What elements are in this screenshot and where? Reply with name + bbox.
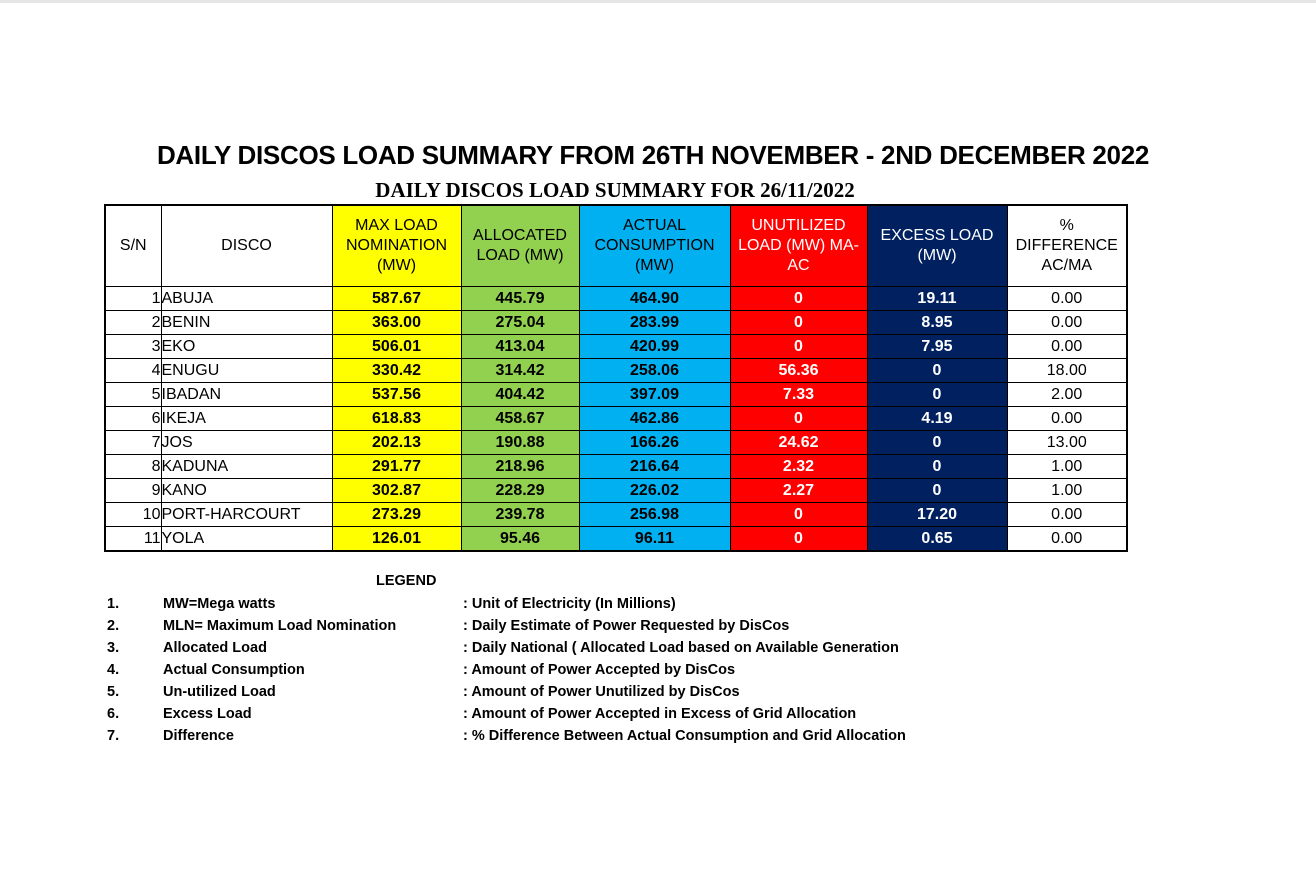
- table-row: [105, 431, 1127, 455]
- page-title: DAILY DISCOS LOAD SUMMARY FROM 26TH NOVEMBER - 2ND DECEMBER 2022: [156, 140, 1150, 170]
- cell-excess-load: 0: [867, 479, 1007, 503]
- cell-disco: IKEJA: [161, 407, 332, 431]
- cell-unutilized-load: 0: [730, 503, 867, 527]
- table-row: [105, 407, 1127, 431]
- legend-item-definition: : Amount of Power Unutilized by DisCos: [463, 684, 740, 700]
- cell-percent-difference: 13.00: [1007, 431, 1127, 455]
- header-actual-consumption: ACTUAL CONSUMPTION (MW): [579, 205, 730, 287]
- cell-excess-load: 19.11: [867, 287, 1007, 311]
- header-disco: DISCO: [161, 205, 332, 287]
- table-body: [105, 287, 1127, 552]
- legend-item-term: Allocated Load: [163, 640, 267, 656]
- cell-actual-consumption: 283.99: [579, 311, 730, 335]
- cell-actual-consumption: 166.26: [579, 431, 730, 455]
- cell-unutilized-load: 0: [730, 407, 867, 431]
- cell-excess-load: 8.95: [867, 311, 1007, 335]
- cell-percent-difference: 0.00: [1007, 527, 1127, 552]
- table-row: [105, 287, 1127, 311]
- cell-excess-load: 0: [867, 383, 1007, 407]
- legend-item: [0, 616, 1316, 638]
- table-row: [105, 503, 1127, 527]
- header-sn: S/N: [105, 205, 161, 287]
- cell-percent-difference: 0.00: [1007, 311, 1127, 335]
- cell-disco: PORT-HARCOURT: [161, 503, 332, 527]
- legend-item-number: 2.: [107, 618, 120, 634]
- cell-allocated-load: 239.78: [461, 503, 579, 527]
- legend-item-term: MW=Mega watts: [163, 596, 276, 612]
- cell-max-load-nomination: 126.01: [332, 527, 461, 552]
- header-max-load-nomination: MAX LOAD NOMINATION (MW): [332, 205, 461, 287]
- legend-item-number: 4.: [107, 662, 120, 678]
- table-row: [105, 383, 1127, 407]
- cell-sn: 8: [105, 455, 161, 479]
- cell-actual-consumption: 397.09: [579, 383, 730, 407]
- legend-item-definition: : Amount of Power Accepted by DisCos: [463, 662, 736, 678]
- cell-allocated-load: 190.88: [461, 431, 579, 455]
- cell-sn: 6: [105, 407, 161, 431]
- legend-item: [0, 638, 1316, 660]
- header-percent-difference: % DIFFERENCE AC/MA: [1007, 205, 1127, 287]
- table-row: [105, 479, 1127, 503]
- cell-unutilized-load: 56.36: [730, 359, 867, 383]
- cell-max-load-nomination: 363.00: [332, 311, 461, 335]
- table-row: [105, 455, 1127, 479]
- cell-excess-load: 0: [867, 431, 1007, 455]
- cell-max-load-nomination: 273.29: [332, 503, 461, 527]
- cell-allocated-load: 275.04: [461, 311, 579, 335]
- cell-actual-consumption: 96.11: [579, 527, 730, 552]
- cell-allocated-load: 445.79: [461, 287, 579, 311]
- cell-excess-load: 7.95: [867, 335, 1007, 359]
- legend-item-number: 7.: [107, 728, 120, 744]
- cell-unutilized-load: 0: [730, 287, 867, 311]
- legend-item-term: Un-utilized Load: [163, 684, 276, 700]
- cell-actual-consumption: 464.90: [579, 287, 730, 311]
- legend-item-definition: : Unit of Electricity (In Millions): [463, 596, 676, 612]
- cell-disco: IBADAN: [161, 383, 332, 407]
- legend-item-term: MLN= Maximum Load Nomination: [163, 618, 397, 634]
- cell-actual-consumption: 258.06: [579, 359, 730, 383]
- legend-item-definition: : Daily National ( Allocated Load based on Available Generation: [463, 640, 899, 656]
- cell-max-load-nomination: 330.42: [332, 359, 461, 383]
- cell-allocated-load: 458.67: [461, 407, 579, 431]
- legend-item: [0, 682, 1316, 704]
- cell-allocated-load: 95.46: [461, 527, 579, 552]
- legend-item-term: Actual Consumption: [163, 662, 305, 678]
- cell-sn: 7: [105, 431, 161, 455]
- legend-title: LEGEND: [376, 573, 437, 589]
- cell-unutilized-load: 24.62: [730, 431, 867, 455]
- cell-percent-difference: 0.00: [1007, 287, 1127, 311]
- legend-item-number: 6.: [107, 706, 120, 722]
- cell-actual-consumption: 420.99: [579, 335, 730, 359]
- cell-disco: BENIN: [161, 311, 332, 335]
- legend-item-number: 5.: [107, 684, 120, 700]
- cell-percent-difference: 0.00: [1007, 407, 1127, 431]
- legend-item: [0, 594, 1316, 616]
- cell-actual-consumption: 462.86: [579, 407, 730, 431]
- cell-sn: 10: [105, 503, 161, 527]
- cell-disco: YOLA: [161, 527, 332, 552]
- cell-sn: 3: [105, 335, 161, 359]
- cell-actual-consumption: 256.98: [579, 503, 730, 527]
- legend-item-number: 3.: [107, 640, 120, 656]
- cell-sn: 5: [105, 383, 161, 407]
- legend-list: [0, 594, 1316, 748]
- header-unutilized-load: UNUTILIZED LOAD (MW) MA-AC: [730, 205, 867, 287]
- cell-excess-load: 0.65: [867, 527, 1007, 552]
- table-row: [105, 311, 1127, 335]
- cell-allocated-load: 413.04: [461, 335, 579, 359]
- cell-unutilized-load: 2.27: [730, 479, 867, 503]
- legend-item-definition: : Amount of Power Accepted in Excess of Grid Allocation: [463, 706, 857, 722]
- cell-max-load-nomination: 506.01: [332, 335, 461, 359]
- legend-item: [0, 704, 1316, 726]
- cell-unutilized-load: 0: [730, 335, 867, 359]
- cell-excess-load: 0: [867, 359, 1007, 383]
- cell-allocated-load: 218.96: [461, 455, 579, 479]
- cell-disco: ABUJA: [161, 287, 332, 311]
- cell-percent-difference: 1.00: [1007, 455, 1127, 479]
- legend-item: [0, 660, 1316, 682]
- cell-unutilized-load: 0: [730, 527, 867, 552]
- legend-item-definition: : Daily Estimate of Power Requested by DisCos: [463, 618, 790, 634]
- header-allocated-load: ALLOCATED LOAD (MW): [461, 205, 579, 287]
- table-row: [105, 527, 1127, 552]
- legend-item: [0, 726, 1316, 748]
- cell-excess-load: 17.20: [867, 503, 1007, 527]
- cell-actual-consumption: 216.64: [579, 455, 730, 479]
- cell-percent-difference: 0.00: [1007, 503, 1127, 527]
- cell-max-load-nomination: 291.77: [332, 455, 461, 479]
- load-summary-table: [104, 204, 1128, 552]
- legend-item-definition: : % Difference Between Actual Consumption and Grid Allocation: [463, 728, 906, 744]
- cell-unutilized-load: 7.33: [730, 383, 867, 407]
- cell-max-load-nomination: 302.87: [332, 479, 461, 503]
- cell-percent-difference: 2.00: [1007, 383, 1127, 407]
- legend-item-number: 1.: [107, 596, 120, 612]
- cell-allocated-load: 404.42: [461, 383, 579, 407]
- legend-item-term: Excess Load: [163, 706, 252, 722]
- cell-max-load-nomination: 537.56: [332, 383, 461, 407]
- cell-unutilized-load: 0: [730, 311, 867, 335]
- header-excess-load: EXCESS LOAD (MW): [867, 205, 1007, 287]
- cell-sn: 2: [105, 311, 161, 335]
- cell-excess-load: 0: [867, 455, 1007, 479]
- table-row: [105, 335, 1127, 359]
- cell-disco: JOS: [161, 431, 332, 455]
- cell-disco: ENUGU: [161, 359, 332, 383]
- cell-sn: 9: [105, 479, 161, 503]
- cell-disco: KANO: [161, 479, 332, 503]
- table-subtitle: DAILY DISCOS LOAD SUMMARY FOR 26/11/2022: [375, 178, 855, 202]
- cell-percent-difference: 18.00: [1007, 359, 1127, 383]
- cell-allocated-load: 314.42: [461, 359, 579, 383]
- cell-sn: 1: [105, 287, 161, 311]
- cell-percent-difference: 1.00: [1007, 479, 1127, 503]
- top-divider: [0, 0, 1316, 3]
- cell-actual-consumption: 226.02: [579, 479, 730, 503]
- cell-sn: 11: [105, 527, 161, 552]
- cell-max-load-nomination: 587.67: [332, 287, 461, 311]
- cell-allocated-load: 228.29: [461, 479, 579, 503]
- cell-disco: EKO: [161, 335, 332, 359]
- cell-max-load-nomination: 202.13: [332, 431, 461, 455]
- cell-sn: 4: [105, 359, 161, 383]
- legend-item-term: Difference: [163, 728, 234, 744]
- cell-max-load-nomination: 618.83: [332, 407, 461, 431]
- cell-disco: KADUNA: [161, 455, 332, 479]
- cell-excess-load: 4.19: [867, 407, 1007, 431]
- cell-percent-difference: 0.00: [1007, 335, 1127, 359]
- table-header-row: [105, 205, 1127, 287]
- cell-unutilized-load: 2.32: [730, 455, 867, 479]
- table-row: [105, 359, 1127, 383]
